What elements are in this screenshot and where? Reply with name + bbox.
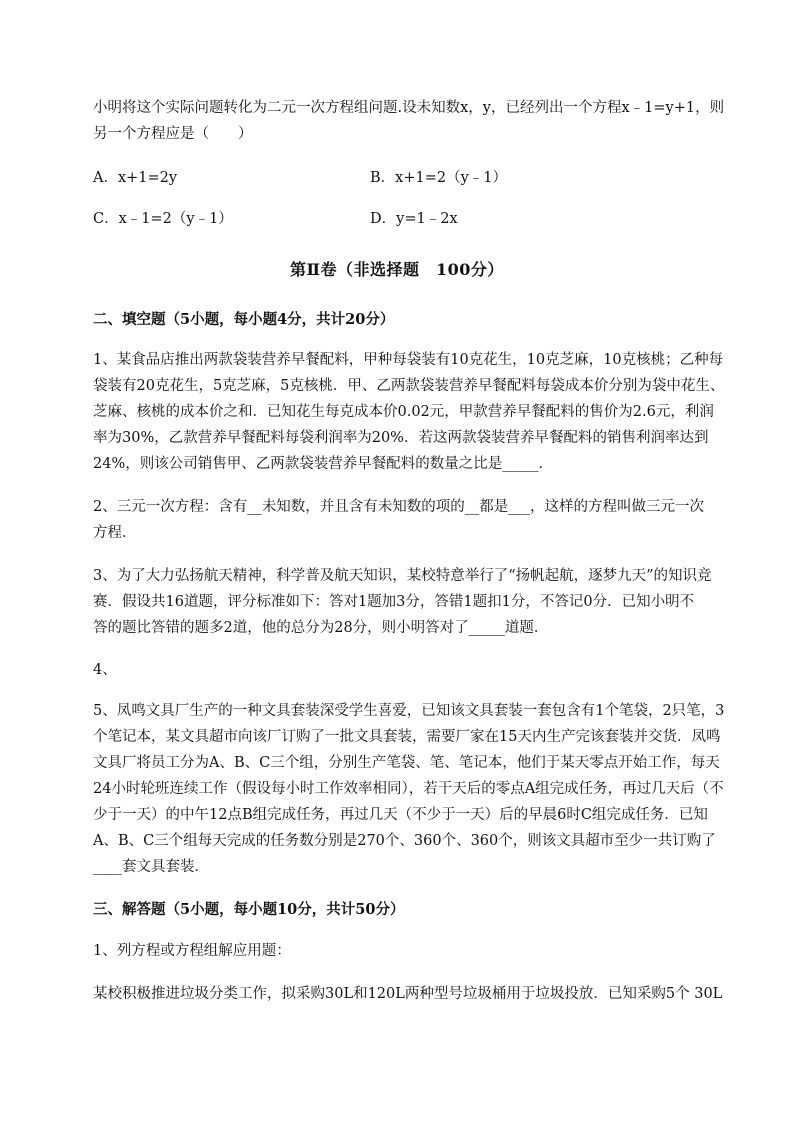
fill-q5-line-3: 文具厂将员工分为A、B、C三个组，分别生产笔袋、笔、笔记本，他们于某天零点开始工作，每天 [93,755,720,771]
option-d: D．y=1﹣2x [370,211,458,227]
fill-q5-line-1: 5、凤鸣文具厂生产的一种文具套装深受学生喜爱，已知该文具套装一套包含有1个笔袋，2只笔，3 [93,703,725,719]
fill-q2-line-2: 方程． [93,525,137,541]
fill-q1-line-4: 率为30%，乙款营养早餐配料每袋利润率为20%．若这两款袋装营养早餐配料的销售利润率达到 [93,430,709,446]
fill-q3-line-1: 3、为了大力弘扬航天精神，科学普及航天知识，某校特意举行了“扬帆起航，逐梦九天”的知识竞 [93,568,712,584]
solve-q1-body-line-1: 某校积极推进垃圾分类工作，拟采购30L和120L两种型号垃圾桶用于垃圾投放．已知采购5个 30L [93,986,723,1002]
fill-q1-line-5: 24%，则该公司销售甲、乙两款袋装营养早餐配料的数量之比是_____． [93,456,553,472]
fill-q2-line-1: 2、三元一次方程：含有__未知数，并且含有未知数的项的__都是___，这样的方程叫做三元一次 [93,499,704,515]
fill-q3-line-3: 答的题比答错的题多2道，他的总分为28分，则小明答对了_____道题． [93,620,549,636]
question-continuation-line-1: 小明将这个实际问题转化为二元一次方程组问题.设未知数x，y，已经列出一个方程x﹣1=y+1，则 [93,100,725,116]
section-2-heading: 二、填空题（5小题，每小题4分，共计20分） [93,311,395,328]
section-title: 第Ⅱ卷（非选择题 100分） [290,260,504,279]
fill-q1-line-2: 袋装有20克花生，5克芝麻，5克核桃．甲、乙两款袋装营养早餐配料每袋成本价分别为袋中花生、 [93,378,725,394]
fill-q5-line-2: 个笔记本，某文具超市向该厂订购了一批文具套装，需要厂家在15天内生产完该套装并交货．凤鸣 [93,729,721,745]
fill-q5-line-5: 少于一天）的中午12点B组完成任务，再过几天（不少于一天）后的早晨6时C组完成任务．已知 [93,807,708,823]
option-c: C．x﹣1=2（y﹣1） [93,211,233,227]
option-a: A．x+1=2y [93,170,178,186]
fill-q5-line-6: A、B、C三个组每天完成的任务数分别是270个、360个、360个，则该文具超市至少一共订购了 [93,833,716,849]
fill-q3-line-2: 赛．假设共16道题，评分标准如下：答对1题加3分，答错1题扣1分，不答记0分．已知小明不 [93,594,695,610]
solve-q1-title: 1、列方程或方程组解应用题： [93,943,291,959]
fill-q4: 4、 [93,662,117,678]
question-continuation-line-2: 另一个方程应是（ ） [93,126,253,142]
fill-q1-line-3: 芝麻、核桃的成本价之和．已知花生每克成本价0.02元，甲款营养早餐配料的售价为2.6元，利润 [93,404,714,420]
fill-q5-line-7: ____套文具套装． [93,859,209,875]
fill-q1-line-1: 1、某食品店推出两款袋装营养早餐配料，甲种每袋装有10克花生，10克芝麻，10克核桃；乙种每 [93,352,724,368]
section-3-heading: 三、解答题（5小题，每小题10分，共计50分） [93,901,405,918]
option-b: B．x+1=2（y﹣1） [370,170,507,186]
fill-q5-line-4: 24小时轮班连续工作（假设每小时工作效率相同），若干天后的零点A组完成任务，再过几天后（不 [93,781,724,797]
